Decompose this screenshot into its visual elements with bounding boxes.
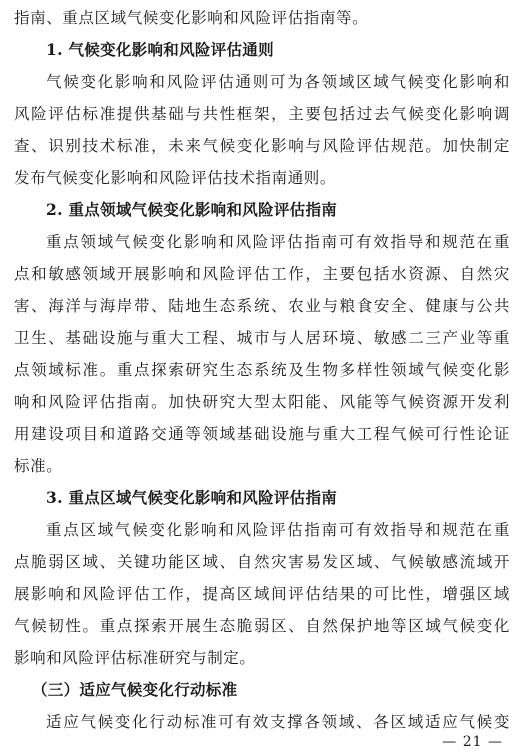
page-number: — 21 — <box>442 734 503 750</box>
paragraph-line: 点领域标准。重点探索研究生态系统及生物多样性领域气候变化影 <box>14 361 510 379</box>
paragraph-line: 重点区域气候变化影响和风险评估指南可有效指导和规范在重 <box>46 521 510 539</box>
paragraph-line: 响和风险评估指南。加快研究大型太阳能、风能等气候资源开发利 <box>14 393 510 411</box>
paragraph-line: 查、识别技术标准，未来气候变化影响与风险评估规范。加快制定 <box>14 137 510 155</box>
paragraph-line: 风险评估标准提供基础与共性框架，主要包括过去气候变化影响调 <box>14 105 510 123</box>
paragraph-line: 适应气候变化行动标准可有效支撑各领域、各区域适应气候变 <box>46 713 510 731</box>
paragraph-line: 气候韧性。重点探索开展生态脆弱区、自然保护地等区域气候变化 <box>14 617 510 635</box>
paragraph-line: 展影响和风险评估工作，提高区域间评估结果的可比性，增强区域 <box>14 585 510 603</box>
paragraph-line: 重点领域气候变化影响和风险评估指南可有效指导和规范在重 <box>46 233 510 251</box>
paragraph-line: 点脆弱区域、关键功能区域、自然灾害易发区域、气候敏感流域开 <box>14 553 510 571</box>
text-line: 指南、重点区域气候变化影响和风险评估指南等。 <box>14 9 369 27</box>
paragraph-line: 发布气候变化影响和风险评估技术指南通则。 <box>14 169 337 187</box>
section-heading-3: 3. 重点区域气候变化影响和风险评估指南 <box>46 488 338 507</box>
paragraph-line: 卫生、基础设施与重大工程、城市与人居环境、敏感二三产业等重 <box>14 329 510 347</box>
paragraph-line: 用建设项目和道路交通等领域基础设施与重大工程气候可行性论证 <box>14 425 510 443</box>
paragraph-line: 标准。 <box>14 457 63 475</box>
section-heading-2: 2. 重点领域气候变化影响和风险评估指南 <box>46 200 338 219</box>
subsection-heading: （三）适应气候变化行动标准 <box>32 680 238 699</box>
paragraph-line: 点和敏感领域开展影响和风险评估工作，主要包括水资源、自然灾 <box>14 265 510 283</box>
paragraph-line: 影响和风险评估标准研究与制定。 <box>14 649 256 667</box>
paragraph-line: 气候变化影响和风险评估通则可为各领域区域气候变化影响和 <box>46 73 510 91</box>
section-heading-1: 1. 气候变化影响和风险评估通则 <box>46 40 274 59</box>
paragraph-line: 害、海洋与海岸带、陆地生态系统、农业与粮食安全、健康与公共 <box>14 297 510 315</box>
